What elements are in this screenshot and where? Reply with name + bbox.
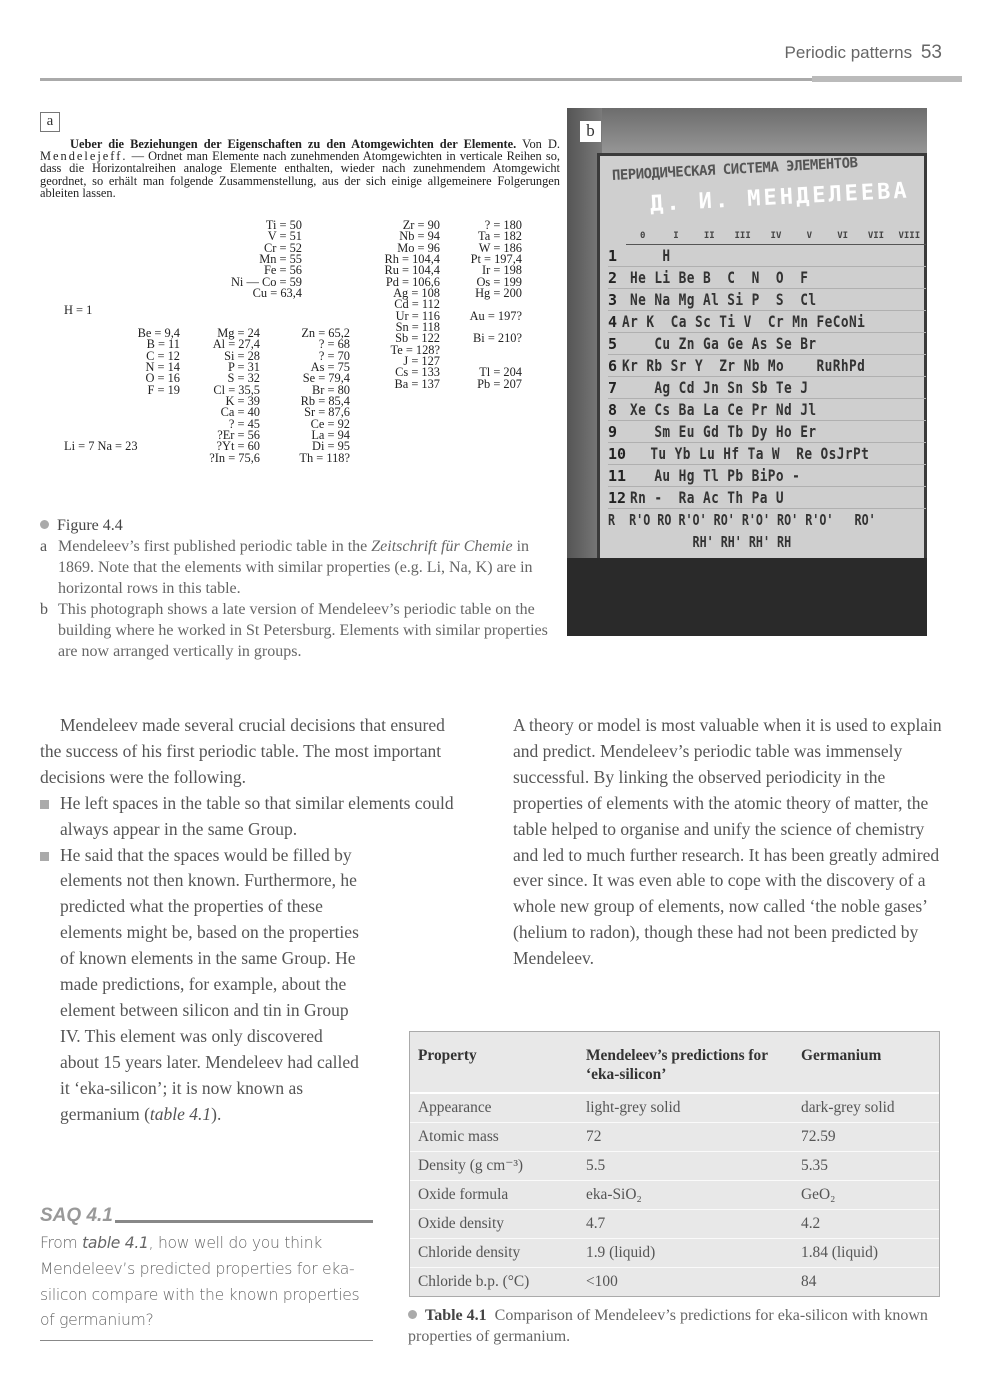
period-row	[608, 487, 926, 509]
table-caption-label: Table 4.1	[425, 1307, 487, 1324]
table-entry: Nb = 94	[399, 229, 440, 244]
table-cell: 4.7	[578, 1209, 793, 1238]
table-cell: 84	[801, 1272, 817, 1290]
period-row	[608, 311, 926, 333]
table-entry: Te = 128?	[390, 342, 440, 357]
table-cell: Chloride density	[410, 1238, 578, 1267]
table-entry: Mo = 96	[397, 240, 440, 255]
panel-label-b: b	[580, 121, 601, 142]
period-elements: Au Hg Tl Pb BiPo -	[630, 466, 801, 485]
header-germanium: Germanium	[793, 1032, 939, 1093]
square-bullet-icon	[40, 852, 49, 861]
table-entry: W = 186	[478, 240, 522, 255]
header-rule-accent	[812, 76, 962, 82]
table-entry: Fe = 56	[264, 263, 302, 278]
table-cell: Density (g cm⁻³)	[410, 1151, 578, 1180]
table-cell: 5.35	[793, 1151, 939, 1180]
bullet-item-2: He said that the spaces would be filled by elements not then known. Furthermore, he predicted what the properties of these elements might be, based on the properties of known elements in the same Group. He made predictions, for example, about the element between silicon and tin in Group IV. This element was only discovered about 15 years later. Mendeleev had called it ‘eka-silicon’; it is now known as germanium (table 4.1).	[40, 843, 470, 1128]
group-label: VI	[837, 231, 849, 241]
table-entry: S = 32	[227, 371, 260, 386]
table-entry: Mg = 24	[217, 326, 260, 340]
period-elements: Cu Zn Ga Ge As Se Br	[630, 334, 817, 353]
table-cell: Atomic mass	[410, 1122, 578, 1151]
table-entry: Sb = 122	[395, 331, 440, 346]
period-row	[608, 443, 926, 465]
period-row	[608, 333, 926, 355]
saq-rule	[115, 1220, 373, 1223]
table-cell: eka-SiO₂	[578, 1180, 793, 1209]
period-rows	[608, 245, 926, 509]
period-number: 11	[608, 467, 627, 485]
caption-bullet-icon	[408, 1310, 417, 1319]
table-col-4	[260, 328, 350, 464]
table-entry: Au = 197?	[469, 308, 522, 323]
table-entry: Rh = 104,4	[384, 252, 440, 267]
table-entry: J = 127	[403, 354, 440, 369]
table-col-5	[360, 220, 440, 390]
table-entry: Os = 199	[476, 274, 522, 289]
period-elements: Tu Yb Lu Hf Ta W Re OsJrPt	[626, 444, 870, 463]
table-entry: Pt = 197,4	[470, 252, 522, 267]
table-entry: Zr = 90	[402, 218, 440, 232]
table-entry: Tl = 204	[479, 365, 522, 380]
table-entry: Si = 28	[224, 348, 260, 363]
saq-question: From table 4.1, how well do you think Mendeleev’s predicted properties for eka-silicon compare with the known properties of germanium?	[40, 1234, 360, 1330]
table-entry: Ni — Co = 59	[230, 274, 302, 289]
period-number: 5	[608, 335, 618, 353]
intro-paragraph: Mendeleev made several crucial decisions that ensured the success of his first periodic table. The most important decisions were the following.	[40, 715, 445, 787]
table-entry: Ca = 40	[220, 405, 260, 420]
group-label: VII	[867, 231, 885, 241]
table-col-h: H = 1	[64, 303, 93, 317]
sign-title: ПЕРИОДИЧЕСКАЯ СИСТЕМА ЭЛЕМЕНТОВ	[611, 155, 858, 184]
table-entry: V = 51	[267, 229, 302, 244]
saq-bottom-rule	[40, 1340, 373, 1341]
table-entry: Be = 9,4	[137, 326, 180, 340]
period-row	[608, 465, 926, 487]
table-entry: Se = 79,4	[302, 371, 350, 386]
table-cell: Chloride b.p. (°C)	[418, 1272, 530, 1290]
caption-item-b: b This photograph shows a late version of Mendeleev’s periodic table on the building where he worked in St Petersburg. Elements with similar properties are now arranged vertically in groups.	[40, 601, 548, 660]
mendeleev-1869-table	[40, 220, 560, 495]
period-number: 6	[608, 357, 618, 375]
table-entry: Mn = 55	[259, 252, 302, 267]
saq-title: SAQ 4.1	[40, 1205, 113, 1226]
table-cell: Appearance	[410, 1093, 578, 1122]
table-entry: Al = 27,4	[212, 337, 260, 352]
table-entry: Cd = 112	[394, 297, 440, 312]
table-caption	[408, 1305, 968, 1347]
period-elements: Ag Cd Jn Sn Sb Te J	[630, 378, 809, 397]
period-elements: Xe Cs Ba La Ce Pr Nd Jl	[630, 400, 817, 419]
running-head-title: Periodic patterns	[784, 43, 913, 62]
sign-subtitle: Д. И. МЕНДЕЛЕЕВА	[649, 178, 911, 217]
period-elements: H	[630, 246, 671, 265]
table-row	[410, 1238, 939, 1267]
table-col-6	[448, 220, 522, 390]
period-elements: Rn - Ra Ac Th Pa U	[630, 488, 785, 507]
table-entry: Pd = 106,6	[385, 274, 440, 289]
table-entry: B = 11	[146, 337, 180, 352]
figure-a-text: Ueber die Beziehungen der Eigenschaften zu den Atomgewichten der Elemente. Von D. Mendelejeff. — Ordnet man Elemente nach zunehmenden Atomgewichten in verticale Reihen so, dass die Horizontalreihen analoge Elemente enthalten, wieder nach zunehmendem Atomgewicht geordnet, so erhält man folgende Zusammenstellung, aus der sich einige allgemeinere Folgerungen ableiten lassen.	[40, 137, 561, 200]
table-cell: 72.59	[793, 1122, 939, 1151]
table-col-4-top	[210, 220, 302, 299]
table-entry: Ce = 92	[310, 416, 350, 431]
table-entry: Cs = 133	[395, 365, 440, 380]
period-row	[608, 355, 926, 377]
right-paragraph: A theory or model is most valuable when it is used to explain and predict. Mendeleev’s periodic table was immensely successful. By linking the observed periodicity in the properties of elements with the atomic theory of matter, the table helped to organise and unify the science of chemistry and led to much further research. It has been greatly admired ever since. It was even able to cope with the discovery of a whole new group of elements, now called ‘the noble gases’ (helium to radon), though these had not been predicted by Mendeleev.	[513, 715, 942, 969]
group-label: II	[703, 231, 715, 241]
table-cell: light-grey solid	[578, 1093, 793, 1122]
table-cell: GeO₂	[793, 1180, 939, 1209]
page-number: 53	[920, 42, 942, 63]
figure-a-body: — Ordnet man Elemente nach zunehmenden Atomgewichten in verticale Reihen so, dass die Horizontalreihen analoge Elemente enthalten, wieder nach zunehmendem Atomgewicht geordnet, so erhält man folgende Zusammenstellung, aus der sich einige allgemeinere Folgerungen ableiten lassen.	[40, 149, 560, 200]
table-entry: Sn = 118	[395, 320, 440, 335]
period-number: 1	[608, 247, 618, 265]
table-cell: <100	[586, 1272, 618, 1290]
table-entry: Cu = 63,4	[252, 286, 302, 301]
period-elements: He Li Be B C N O F	[630, 268, 809, 287]
table-entry: Ur = 116	[395, 308, 440, 323]
table-col-li-na: Li = 7 Na = 23	[64, 439, 138, 453]
group-label: V	[806, 231, 813, 241]
period-row	[608, 377, 926, 399]
table-entry: Br = 80	[312, 382, 350, 397]
period-row	[608, 289, 926, 311]
figure-b-photo	[567, 108, 927, 636]
table-4-1	[409, 1031, 940, 1297]
period-row	[608, 267, 926, 289]
table-row	[410, 1267, 939, 1296]
table-cell: Oxide density	[410, 1209, 578, 1238]
table-entry: Sr = 87,6	[304, 405, 350, 420]
table-cell: 72	[578, 1122, 793, 1151]
table-cell: Oxide formula	[410, 1180, 578, 1209]
table-entry: ? = 68	[318, 337, 350, 352]
table-row	[410, 1122, 939, 1151]
figure-caption	[40, 515, 560, 662]
table-entry: F = 19	[147, 382, 180, 397]
panel-label-a: a	[40, 112, 60, 132]
table-col-2	[112, 328, 180, 396]
group-label: I	[673, 231, 679, 241]
figure-a	[40, 110, 561, 465]
table-entry: Ir = 198	[481, 263, 522, 278]
table-entry: C = 12	[146, 348, 180, 363]
group-header-row	[626, 231, 926, 245]
table-entry: O = 16	[145, 371, 180, 386]
table-col-3	[188, 328, 260, 464]
table-entry: ? = 180	[484, 218, 522, 232]
table-entry: Zn = 65,2	[301, 326, 350, 340]
group-label: 0	[639, 231, 646, 241]
figure-a-heading: Ueber die Beziehungen der Eigenschaften zu den Atomgewichten der Elemente.	[70, 137, 517, 151]
table-entry: ? = 70	[318, 348, 350, 363]
period-number: 2	[608, 269, 618, 287]
period-elements: Ne Na Mg Al Si P S Cl	[630, 290, 817, 309]
sign-grid	[608, 231, 926, 553]
table-entry: K = 39	[225, 394, 260, 409]
table-entry: ?In = 75,6	[209, 450, 260, 465]
period-number: 4	[608, 313, 618, 331]
table-cell: dark-grey solid	[793, 1093, 939, 1122]
oxide-formula-row: R R'O RO R'O' RO' R'O' RO' R'O' RO'	[608, 511, 876, 529]
header-predictions: Mendeleev’s predictions for ‘eka-silicon’	[578, 1032, 793, 1093]
table-entry: Rb = 85,4	[300, 394, 350, 409]
table-entry: Hg = 200	[475, 286, 522, 301]
table-entry: Pb = 207	[477, 376, 522, 391]
table-entry: Bi = 210?	[473, 331, 522, 346]
table-cell: 5.5	[578, 1151, 793, 1180]
periodic-table-sign	[597, 153, 927, 573]
table-row	[410, 1209, 939, 1238]
table-entry: Ru = 104,4	[384, 263, 440, 278]
period-elements: Sm Eu Gd Tb Dy Ho Er	[630, 422, 817, 441]
table-entry: Th = 118?	[299, 450, 350, 465]
figure-caption-title: Figure 4.4	[57, 517, 123, 534]
table-entry: Cl = 35,5	[213, 382, 260, 397]
table-entry: Ag = 108	[393, 286, 440, 301]
table-entry: As = 75	[310, 360, 350, 375]
period-number: 8	[608, 401, 618, 419]
period-number: 10	[608, 445, 627, 463]
period-number: 7	[608, 379, 618, 397]
table-entry: Cr = 52	[264, 240, 302, 255]
table-cell: 1.9 (liquid)	[578, 1238, 793, 1267]
body-left-column	[40, 713, 470, 1128]
table-cell: 1.84 (liquid)	[793, 1238, 939, 1267]
period-row	[608, 421, 926, 443]
period-number: 3	[608, 291, 618, 309]
figure-a-author: Mendelejeff.	[40, 149, 128, 164]
running-head	[785, 42, 942, 64]
table-caption-text: Comparison of Mendeleev’s predictions for eka-silicon with known properties of germanium.	[408, 1307, 928, 1345]
table-header-row	[410, 1032, 939, 1093]
group-label: III	[734, 231, 751, 241]
table-row	[410, 1180, 939, 1209]
body-right-column	[513, 713, 953, 972]
group-label: VIII	[898, 231, 921, 241]
table-entry: Ba = 137	[394, 376, 440, 391]
table-entry: ? = 45	[228, 416, 260, 431]
saq-box	[40, 1205, 373, 1341]
square-bullet-icon	[40, 800, 49, 809]
table-entry	[448, 345, 522, 356]
table-entry: Ta = 182	[478, 229, 522, 244]
table-entry: ?Yt = 60	[216, 439, 260, 454]
hydride-formula-row: RH' RH' RH' RH	[608, 533, 792, 551]
table-entry: P = 31	[227, 360, 260, 375]
bullet-item-1: He left spaces in the table so that similar elements could always appear in the same Group.	[40, 791, 470, 843]
table-entry: La = 94	[311, 428, 350, 443]
period-number: 12	[608, 489, 627, 507]
table-row	[410, 1151, 939, 1180]
table-entry: ?Er = 56	[217, 428, 260, 443]
period-row	[608, 245, 926, 267]
table-cell: 4.2	[793, 1209, 939, 1238]
period-row	[608, 399, 926, 421]
period-number: 9	[608, 423, 618, 441]
table-row	[410, 1093, 939, 1122]
table-entry: Di = 95	[312, 439, 350, 454]
table-entry: N = 14	[145, 360, 180, 375]
caption-bullet-icon	[40, 520, 49, 529]
header-property: Property	[410, 1032, 578, 1093]
table-entry: Ti = 50	[265, 218, 302, 232]
period-elements: Ar K Ca Sc Ti V Cr Mn FeCoNi	[622, 312, 866, 331]
period-elements: Kr Rb Sr Y Zr Nb Mo RuRhPd	[622, 356, 866, 375]
header-rule	[40, 78, 812, 81]
group-label: IV	[770, 231, 782, 241]
caption-item-a: a Mendeleev’s first published periodic table in the Zeitschrift für Chemie in 1869. Note that the elements with similar properties (e.g. Li, Na, K) are in horizontal rows in this table.	[40, 538, 533, 597]
